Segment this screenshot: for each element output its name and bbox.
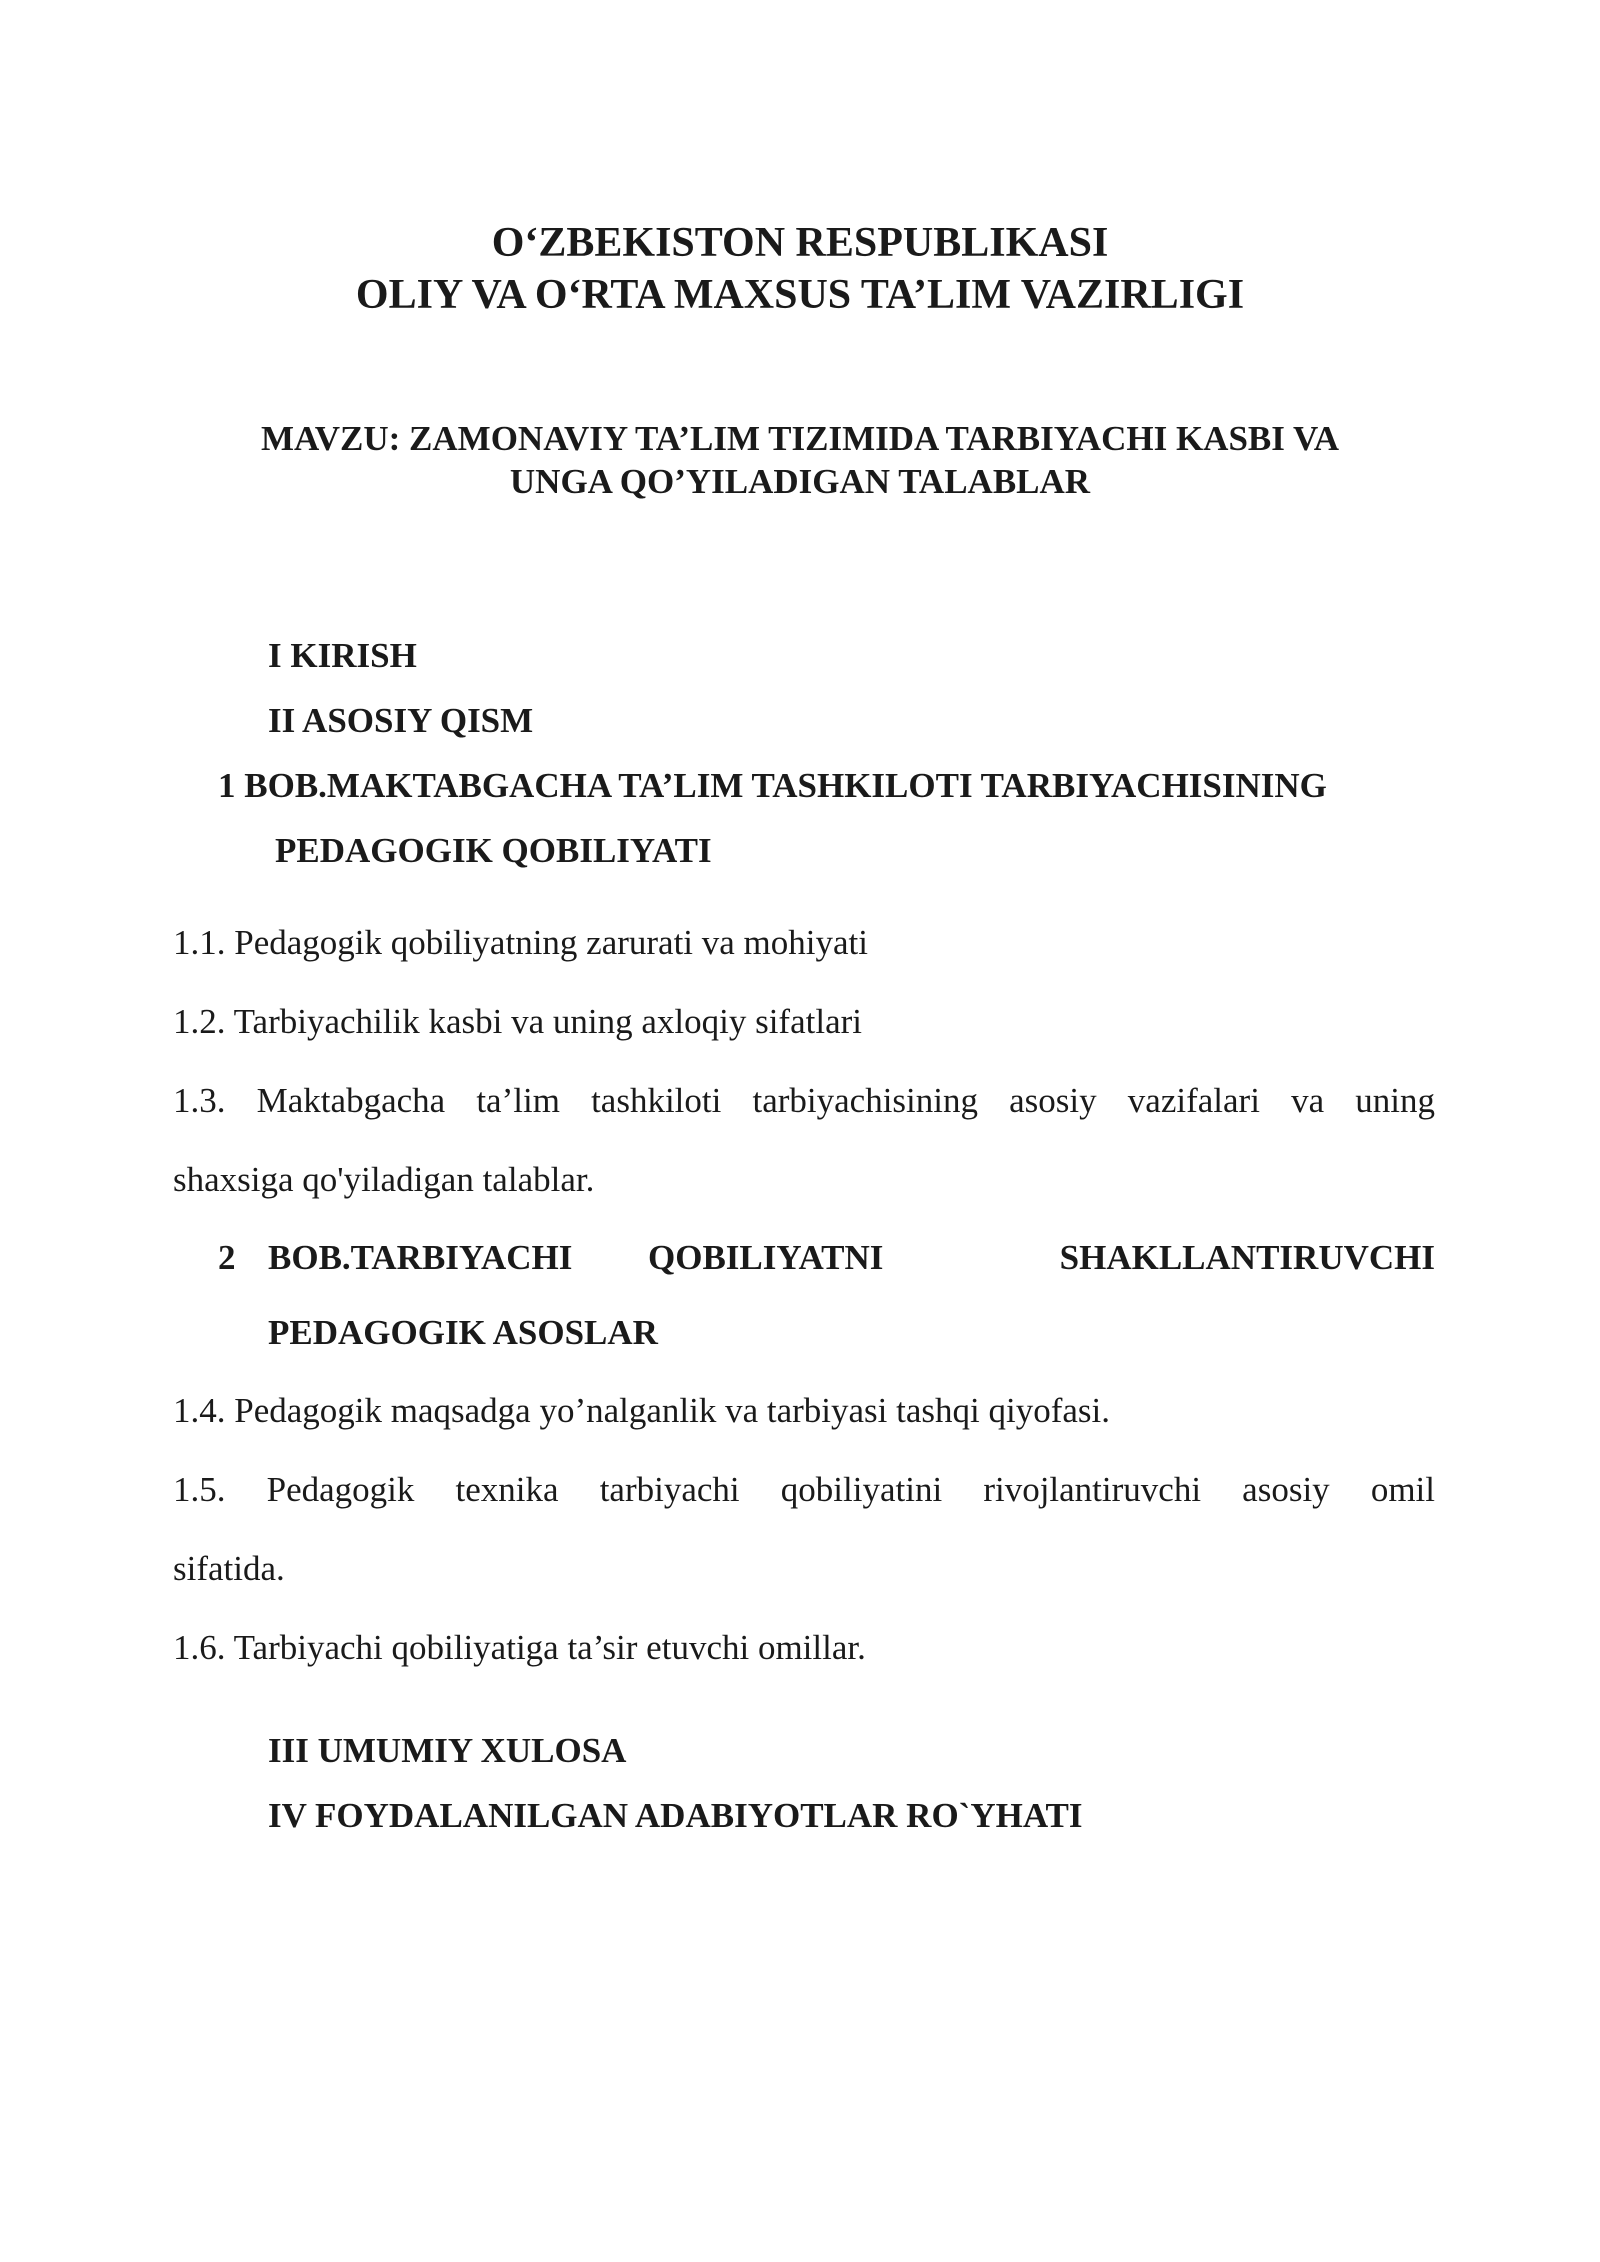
part-2-heading: II ASOSIY QISM <box>268 701 534 740</box>
part-4-heading: IV FOYDALANILGAN ADABIYOTLAR RO`YHATI <box>268 1796 1083 1835</box>
chapter-2-heading-line-2: PEDAGOGIK ASOSLAR <box>268 1313 658 1352</box>
toc-item-1-3: 1.3. Maktabgacha ta’lim tashkiloti tarbiyachisining asosiy vazifalari va uning <box>173 1081 1435 1120</box>
part-3-heading: III UMUMIY XULOSA <box>268 1731 627 1770</box>
country-title: O‘ZBEKISTON RESPUBLIKASI <box>491 220 1109 266</box>
topic-line-2: UNGA QO’YILADIGAN TALABLAR <box>509 462 1091 501</box>
part-1-heading: I KIRISH <box>268 636 417 675</box>
toc-item-1-4: 1.4. Pedagogik maqsadga yo’nalganlik va tarbiyasi tashqi qiyofasi. <box>173 1391 1111 1430</box>
ministry-title: OLIY VA O‘RTA MAXSUS TA’LIM VAZIRLIGI <box>355 272 1245 318</box>
toc-item-1-2: 1.2. Tarbiyachilik kasbi va uning axloqiy sifatlari <box>173 1002 862 1041</box>
chapter-2-word-3: SHAKLLANTIRUVCHI <box>1059 1238 1435 1277</box>
chapter-1-heading: 1 BOB.MAKTABGACHA TA’LIM TASHKILOTI TARBIYACHISINING <box>218 766 1327 805</box>
chapter-2-number: 2 <box>218 1238 236 1277</box>
chapter-2-word-1: BOB.TARBIYACHI <box>268 1238 573 1277</box>
topic-line-1: MAVZU: ZAMONAVIY TA’LIM TIZIMIDA TARBIYACHI KASBI VA <box>260 419 1340 458</box>
toc-item-1-3-line-2: shaxsiga qo'yiladigan talablar. <box>173 1160 595 1199</box>
toc-item-1-1: 1.1. Pedagogik qobiliyatning zarurati va mohiyati <box>173 923 868 962</box>
chapter-2-word-2: QOBILIYATNI <box>648 1238 884 1277</box>
chapter-1-heading-line-2: PEDAGOGIK QOBILIYATI <box>275 831 712 870</box>
toc-item-1-5-line-2: sifatida. <box>173 1549 285 1588</box>
toc-item-1-5: 1.5. Pedagogik texnika tarbiyachi qobiliyatini rivojlantiruvchi asosiy omil <box>173 1470 1435 1509</box>
toc-item-1-6: 1.6. Tarbiyachi qobiliyatiga ta’sir etuvchi omillar. <box>173 1628 866 1667</box>
